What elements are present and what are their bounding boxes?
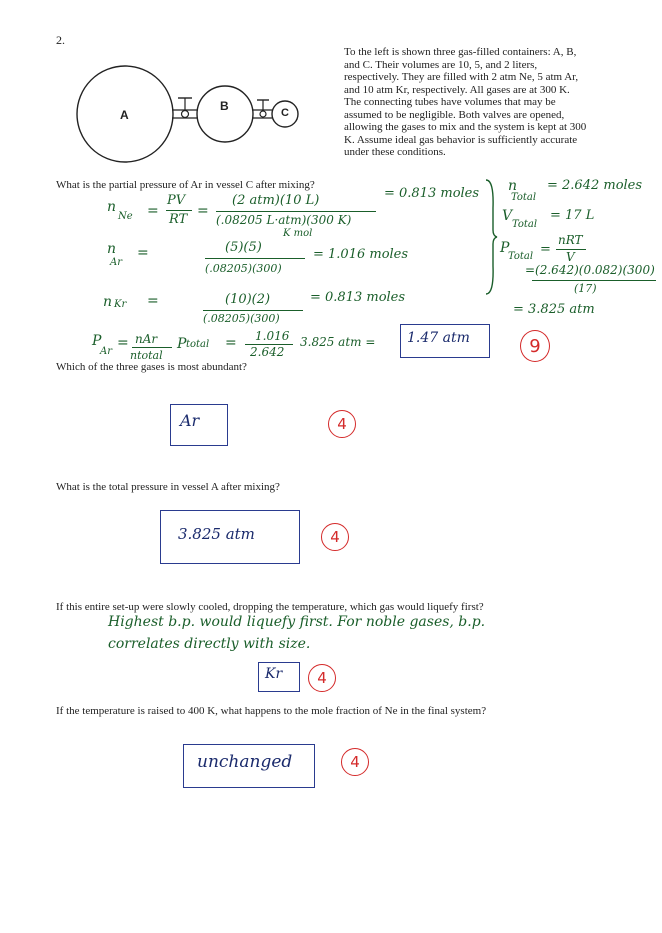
par-frac-num: nAr: [135, 332, 158, 346]
kr-den: (.08205)(300): [203, 312, 280, 325]
q2-score: 4: [328, 410, 356, 438]
intro-line: under these conditions.: [344, 146, 446, 158]
par-frac-den: ntotal: [130, 349, 163, 362]
par-ptotal: P: [177, 336, 187, 352]
equals-sign: =: [137, 245, 149, 261]
equals-sign: =: [147, 203, 159, 219]
kr-num: (10)(2): [225, 292, 271, 307]
q3-answer: 3.825 atm: [178, 525, 255, 543]
par-num2: 1.016: [255, 329, 290, 343]
ne-formula-num: PV: [167, 193, 186, 208]
intro-line: respectively. They are filled with 2 atm Ne, 5 atm Ar,: [344, 71, 579, 83]
total-p-den: V: [566, 250, 575, 264]
total-p-calc-den: (17): [574, 282, 597, 295]
total-v-sub: Total: [512, 219, 538, 230]
valve-ab-icon: [182, 111, 189, 118]
fraction-bar: [132, 347, 172, 348]
kr-lhs: n: [103, 294, 113, 310]
q4-explanation-line1: Highest b.p. would liquefy first. For noble gases, b.p.: [108, 614, 486, 630]
q3-question: What is the total pressure in vessel A after mixing?: [56, 481, 280, 493]
ne-result: = 0.813 moles: [384, 186, 480, 201]
equals-sign: =: [197, 203, 209, 219]
ar-sub: Ar: [110, 257, 123, 268]
ar-den: (.08205)(300): [205, 262, 282, 275]
fraction-bar: [532, 280, 656, 281]
ar-lhs: n: [107, 241, 117, 257]
ne-lhs: n: [107, 199, 117, 215]
kr-sub: Kr: [114, 299, 127, 310]
container-diagram: [70, 62, 310, 172]
container-c-label: C: [281, 107, 289, 119]
q4-explanation-line2: correlates directly with size.: [108, 636, 311, 652]
intro-paragraph: [344, 46, 644, 159]
q1-answer: 1.47 atm: [407, 330, 470, 346]
q4-score: 4: [308, 664, 336, 692]
total-v-lhs: V: [502, 208, 513, 224]
intro-line: The connecting tubes have volumes that may be: [344, 96, 556, 108]
intro-line: To the left is shown three gas-filled containers: A, B,: [344, 46, 577, 58]
total-p-sub: Total: [508, 251, 534, 262]
par-sub: Ar: [100, 346, 113, 357]
par-ptotal-sub: total: [186, 339, 210, 350]
ne-num: (2 atm)(10 L): [232, 193, 320, 208]
q5-score: 4: [341, 748, 369, 776]
problem-number: 2.: [56, 33, 65, 47]
q3-score: 4: [321, 523, 349, 551]
total-n-lhs: n: [508, 178, 518, 194]
equals-sign: =: [147, 293, 159, 309]
total-p-num: nRT: [558, 233, 583, 247]
fraction-bar: [203, 310, 303, 311]
total-n-value: = 2.642 moles: [547, 178, 643, 193]
total-p-result: = 3.825 atm: [513, 302, 595, 317]
intro-line: K. Assume ideal gas behavior is sufficiently accurate: [344, 133, 578, 146]
equals-sign: =: [540, 242, 551, 257]
ne-den-units: K mol: [283, 228, 313, 239]
q1-question: What is the partial pressure of Ar in vessel C after mixing?: [56, 179, 315, 191]
par-den2: 2.642: [250, 345, 285, 359]
ne-den: (.08205 L·atm)(300 K): [216, 213, 352, 227]
q2-answer: Ar: [180, 411, 200, 430]
bracket-icon: [484, 178, 498, 296]
total-v-value: = 17 L: [550, 208, 595, 223]
q1-score: 9: [520, 330, 550, 362]
container-b-shape: [197, 86, 253, 142]
par-lhs: P: [92, 333, 102, 349]
intro-line: and 10 atm Kr, respectively. All gases are at 300 K.: [344, 83, 570, 96]
kr-result: = 0.813 moles: [310, 290, 406, 305]
par-mult: 3.825 atm =: [300, 335, 376, 349]
intro-line: assumed to be negligible. Both valves are opened,: [344, 108, 565, 121]
fraction-bar: [205, 258, 305, 259]
equals-sign: =: [225, 335, 237, 351]
intro-line: allowing the gases to mix and the system is kept at 300: [344, 121, 587, 133]
ne-formula-den: RT: [169, 212, 188, 227]
total-n-sub: Total: [511, 192, 537, 203]
total-p-lhs: P: [500, 240, 510, 256]
equals-sign: =: [117, 335, 129, 351]
container-a-label: A: [120, 108, 129, 122]
q5-answer: unchanged: [197, 752, 293, 772]
ne-sub: Ne: [118, 211, 133, 222]
q2-question: Which of the three gases is most abundant?: [56, 361, 247, 373]
intro-line: and C. Their volumes are 10, 5, and 2 liters,: [344, 58, 538, 71]
fraction-bar: [166, 210, 192, 211]
ar-num: (5)(5): [225, 240, 262, 255]
total-p-calc: =(2.642)(0.082)(300): [525, 263, 655, 277]
q4-answer: Kr: [265, 666, 283, 682]
fraction-bar: [216, 211, 376, 212]
q4-question: If this entire set-up were slowly cooled, dropping the temperature, which gas would liquefy first?: [56, 601, 484, 613]
valve-bc-icon: [260, 111, 266, 117]
ar-result: = 1.016 moles: [313, 247, 409, 262]
container-b-label: B: [220, 99, 229, 113]
q5-question: If the temperature is raised to 400 K, what happens to the mole fraction of Ne in the final system?: [56, 705, 487, 717]
